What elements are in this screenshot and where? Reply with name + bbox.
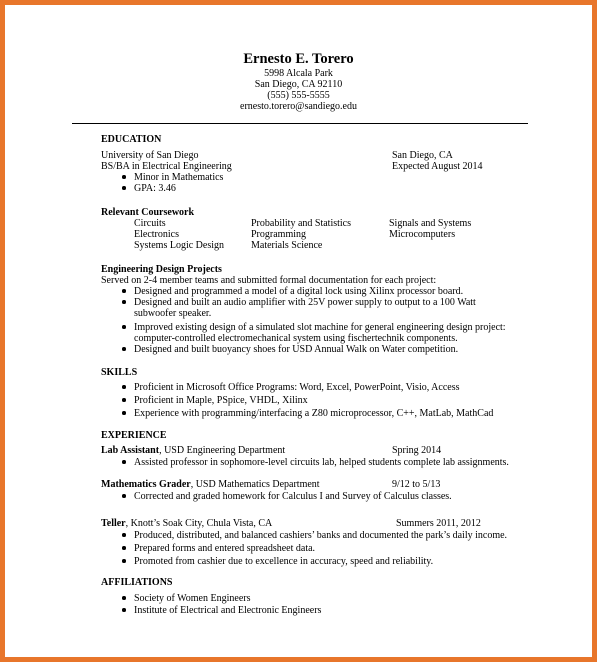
job-title: Mathematics Grader: [101, 479, 191, 490]
school-name: University of San Diego: [101, 150, 199, 161]
bullet-dot: [122, 385, 126, 389]
job-line: [101, 479, 320, 490]
job-bullet: Prepared forms and entered spreadsheet data.: [134, 543, 316, 554]
bullet-dot: [122, 494, 126, 498]
job-line: [101, 445, 285, 456]
bullet-dot: [122, 398, 126, 402]
bullet-dot: [122, 559, 126, 563]
project-bullet-cont: computer-controlled electromechanical system using fischertechnik components.: [134, 333, 458, 344]
phone: (555) 555-5555: [267, 90, 330, 101]
project-bullet: Designed and programmed a model of a digital lock using Xilinx processor board.: [134, 286, 464, 297]
candidate-name: Ernesto E. Torero: [243, 51, 354, 67]
affiliations-heading: AFFILIATIONS: [101, 577, 173, 588]
affiliation-bullet: Society of Women Engineers: [134, 593, 251, 604]
email[interactable]: ernesto.torero@sandiego.edu: [240, 101, 357, 112]
job-bullet: Produced, distributed, and balanced cashiers’ banks and documented the park’s daily income.: [134, 530, 508, 541]
course: Electronics: [134, 229, 179, 240]
project-bullet: Designed and built an audio amplifier with 25V power supply to output to a 100 Watt: [134, 297, 476, 308]
resume-page: [5, 5, 592, 657]
course: Systems Logic Design: [134, 240, 224, 251]
job-date: Spring 2014: [392, 445, 442, 456]
job-line: [101, 518, 272, 529]
course: Circuits: [134, 218, 166, 229]
job-bullet: Assisted professor in sophomore-level circuits lab, helped students complete lab assignments.: [134, 457, 509, 468]
bullet-dot: [122, 411, 126, 415]
affiliation-bullet: Institute of Electrical and Electronic Engineers: [134, 605, 322, 616]
course: Programming: [251, 229, 306, 240]
course: Materials Science: [251, 240, 323, 251]
course: Microcomputers: [389, 229, 456, 240]
coursework-heading: Relevant Coursework: [101, 207, 195, 218]
bullet-dot: [122, 175, 126, 179]
skill-bullet: Proficient in Maple, PSpice, VHDL, Xilinx: [134, 395, 308, 406]
job-org: , USD Mathematics Department: [190, 479, 320, 490]
job-bullet: Corrected and graded homework for Calculus I and Survey of Calculus classes.: [134, 491, 452, 502]
bullet-dot: [122, 186, 126, 190]
bullet-dot: [122, 533, 126, 537]
bullet-dot: [122, 289, 126, 293]
project-bullet: Designed and built buoyancy shoes for USD Annual Walk on Water competition.: [134, 344, 459, 355]
project-bullet: Improved existing design of a simulated slot machine for general engineering design project:: [134, 322, 506, 333]
job-bullet: Promoted from cashier due to excellence in accuracy, speed and reliability.: [134, 556, 434, 567]
address-street: 5998 Alcala Park: [264, 68, 333, 79]
job-title: Lab Assistant: [101, 445, 160, 456]
bullet-dot: [122, 325, 126, 329]
address-city: San Diego, CA 92110: [254, 79, 343, 90]
skill-bullet: Experience with programming/interfacing a Z80 microprocessor, C++, MatLab, MathCad: [134, 408, 494, 419]
bullet-dot: [122, 300, 126, 304]
job-title: Teller: [101, 518, 126, 529]
job-date: Summers 2011, 2012: [396, 518, 481, 529]
bullet-dot: [122, 608, 126, 612]
job-org: , Knott’s Soak City, Chula Vista, CA: [125, 518, 273, 529]
school-location: San Diego, CA: [392, 150, 453, 161]
bullet-dot: [122, 596, 126, 600]
projects-intro: Served on 2-4 member teams and submitted formal documentation for each project:: [101, 275, 437, 286]
bullet-dot: [122, 546, 126, 550]
graduation-date: Expected August 2014: [392, 161, 483, 172]
course: Probability and Statistics: [251, 218, 351, 229]
course: Signals and Systems: [389, 218, 472, 229]
job-org: , USD Engineering Department: [159, 445, 286, 456]
experience-heading: EXPERIENCE: [101, 430, 167, 441]
projects-heading: Engineering Design Projects: [101, 264, 222, 275]
education-bullet: GPA: 3.46: [134, 183, 176, 194]
project-bullet-cont: subwoofer speaker.: [134, 308, 212, 319]
skill-bullet: Proficient in Microsoft Office Programs: Word, Excel, PowerPoint, Visio, Access: [134, 382, 460, 393]
header-rule: [72, 123, 528, 124]
degree: BS/BA in Electrical Engineering: [101, 161, 232, 172]
bullet-dot: [122, 347, 126, 351]
bullet-dot: [122, 460, 126, 464]
education-bullet: Minor in Mathematics: [134, 172, 224, 183]
skills-heading: SKILLS: [101, 367, 138, 378]
job-date: 9/12 to 5/13: [392, 479, 441, 490]
education-heading: EDUCATION: [101, 134, 162, 145]
